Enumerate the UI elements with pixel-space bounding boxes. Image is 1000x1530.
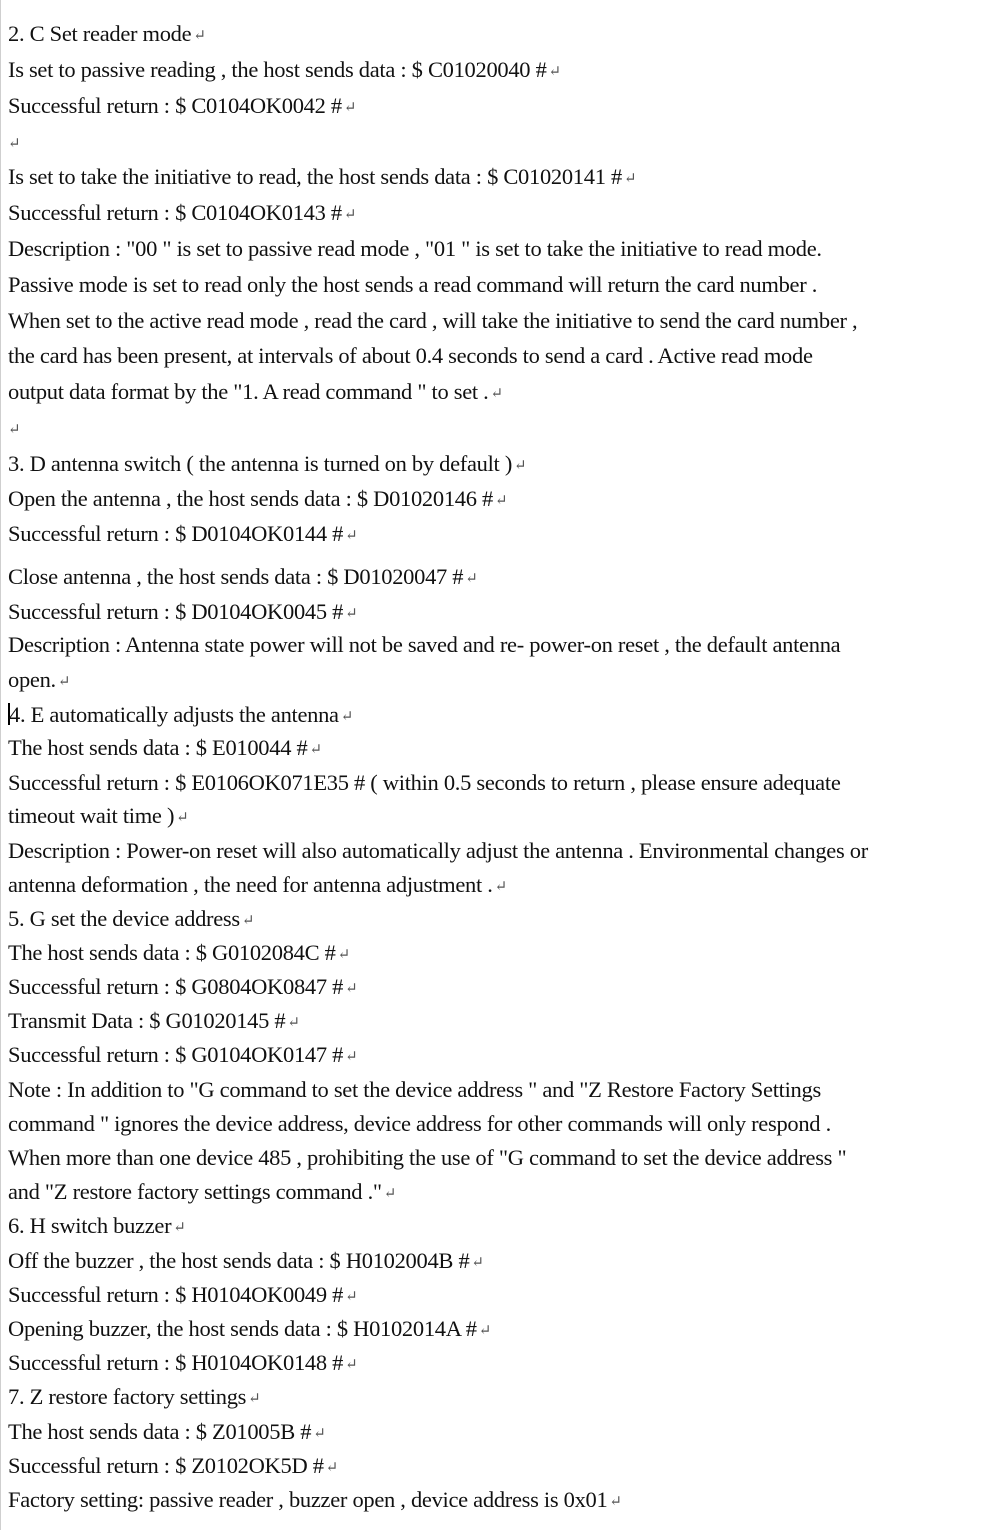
doc-line: Opening buzzer, the host sends data : $ H0102014A # ↵	[8, 1316, 491, 1341]
paragraph-mark-icon: ↵	[241, 913, 255, 929]
doc-line: 2. C Set reader mode ↵	[8, 21, 206, 46]
doc-line: command " ignores the device address, device address for other commands will only respond .	[8, 1111, 831, 1136]
doc-line: 4. E automatically adjusts the antenna ↵	[9, 702, 354, 727]
paragraph-mark-icon: ↵	[383, 1186, 397, 1202]
doc-line-empty	[8, 131, 20, 154]
doc-line: Note : In addition to "G command to set the device address " and "Z Restore Factory Settings	[8, 1077, 821, 1102]
doc-line: 7. Z restore factory settings ↵	[8, 1384, 261, 1409]
paragraph-mark-icon: ↵	[325, 1460, 338, 1476]
doc-line: Successful return : $ C0104OK0042 # ↵	[8, 93, 357, 118]
doc-line: Description : Antenna state power will not be saved and re- power-on reset , the default antenna	[8, 632, 841, 657]
doc-line: The host sends data : $ G0102084C # ↵	[8, 940, 350, 965]
doc-line: Successful return : $ Z0102OK5D # ↵	[8, 1453, 338, 1478]
doc-line: Successful return : $ D0104OK0144 # ↵	[8, 521, 358, 546]
paragraph-mark-icon: ↵	[494, 493, 508, 509]
doc-line: 6. H switch buzzer ↵	[8, 1213, 186, 1238]
page-left-margin-rule	[0, 0, 1, 1530]
paragraph-mark-icon: ↵	[248, 1391, 261, 1407]
paragraph-mark-icon: ↵	[490, 386, 503, 402]
paragraph-mark-icon: ↵	[8, 422, 21, 438]
paragraph-mark-icon: ↵	[313, 1426, 326, 1442]
paragraph-mark-icon: ↵	[345, 1049, 358, 1065]
doc-line: Successful return : $ D0104OK0045 # ↵	[8, 599, 358, 624]
paragraph-mark-icon: ↵	[465, 571, 478, 587]
paragraph-mark-icon: ↵	[287, 1015, 300, 1031]
paragraph-mark-icon: ↵	[176, 810, 189, 826]
doc-line: Description : Power-on reset will also automatically adjust the antenna . Environmental changes or	[8, 838, 868, 863]
doc-line: Successful return : $ H0104OK0148 # ↵	[8, 1350, 358, 1375]
doc-line: timeout wait time ) ↵	[8, 803, 189, 828]
paragraph-mark-icon: ↵	[345, 1289, 358, 1305]
paragraph-mark-icon: ↵	[345, 606, 358, 622]
doc-line: The host sends data : $ E010044 # ↵	[8, 735, 322, 760]
doc-line: Is set to take the initiative to read, the host sends data : $ C01020141 # ↵	[8, 164, 637, 189]
paragraph-mark-icon: ↵	[609, 1494, 622, 1510]
doc-line: open. ↵	[8, 667, 71, 692]
doc-line: output data format by the "1. A read command " to set . ↵	[8, 379, 503, 404]
doc-line: Successful return : $ H0104OK0049 # ↵	[8, 1282, 358, 1307]
paragraph-mark-icon: ↵	[548, 64, 561, 80]
paragraph-mark-icon: ↵	[193, 28, 206, 44]
paragraph-mark-icon: ↵	[337, 947, 350, 963]
paragraph-mark-icon: ↵	[309, 742, 322, 758]
doc-line: Successful return : $ C0104OK0143 # ↵	[8, 200, 357, 225]
doc-line: Passive mode is set to read only the host sends a read command will return the card number .	[8, 272, 818, 297]
paragraph-mark-icon: ↵	[514, 458, 527, 474]
doc-line-empty	[8, 417, 20, 440]
doc-line: 3. D antenna switch ( the antenna is turned on by default ) ↵	[8, 451, 527, 476]
paragraph-mark-icon: ↵	[478, 1323, 491, 1339]
doc-line: Successful return : $ G0104OK0147 # ↵	[8, 1042, 358, 1067]
paragraph-mark-icon: ↵	[8, 136, 21, 152]
doc-line: Off the buzzer , the host sends data : $ H0102004B # ↵	[8, 1248, 484, 1273]
doc-line: the card has been present, at intervals of about 0.4 seconds to send a card . Active read mode	[8, 343, 813, 368]
paragraph-mark-icon: ↵	[471, 1255, 484, 1271]
paragraph-mark-icon: ↵	[345, 528, 358, 544]
paragraph-mark-icon: ↵	[57, 674, 71, 690]
doc-line: When more than one device 485 , prohibiting the use of "G command to set the device address "	[8, 1145, 847, 1170]
doc-line: and "Z restore factory settings command ." ↵	[8, 1179, 397, 1204]
paragraph-mark-icon: ↵	[623, 171, 637, 187]
doc-line: 5. G set the device address ↵	[8, 906, 255, 931]
doc-line: Factory setting: passive reader , buzzer open , device address is 0x01 ↵	[8, 1487, 622, 1512]
paragraph-mark-icon: ↵	[345, 981, 358, 997]
paragraph-mark-icon: ↵	[345, 1357, 358, 1373]
doc-line: Open the antenna , the host sends data : $ D01020146 # ↵	[8, 486, 508, 511]
doc-line: Is set to passive reading , the host sends data : $ C01020040 # ↵	[8, 57, 561, 82]
paragraph-mark-icon: ↵	[343, 100, 357, 116]
doc-line: antenna deformation , the need for antenna adjustment . ↵	[8, 872, 507, 897]
doc-line: Transmit Data : $ G01020145 # ↵	[8, 1008, 300, 1033]
doc-line: Successful return : $ G0804OK0847 # ↵	[8, 974, 358, 999]
doc-line: Close antenna , the host sends data : $ D01020047 # ↵	[8, 564, 478, 589]
doc-line: The host sends data : $ Z01005B # ↵	[8, 1419, 326, 1444]
paragraph-mark-icon: ↵	[494, 879, 507, 895]
doc-line: Successful return : $ E0106OK071E35 # ( within 0.5 seconds to return , please ensure adequate	[8, 770, 841, 795]
doc-line: Description : "00 " is set to passive read mode , "01 " is set to take the initiative to read mode.	[8, 236, 822, 261]
paragraph-mark-icon: ↵	[343, 207, 357, 223]
doc-line: When set to the active read mode , read the card , will take the initiative to send the card number ,	[8, 308, 858, 333]
paragraph-mark-icon: ↵	[173, 1220, 186, 1236]
paragraph-mark-icon: ↵	[340, 709, 354, 725]
